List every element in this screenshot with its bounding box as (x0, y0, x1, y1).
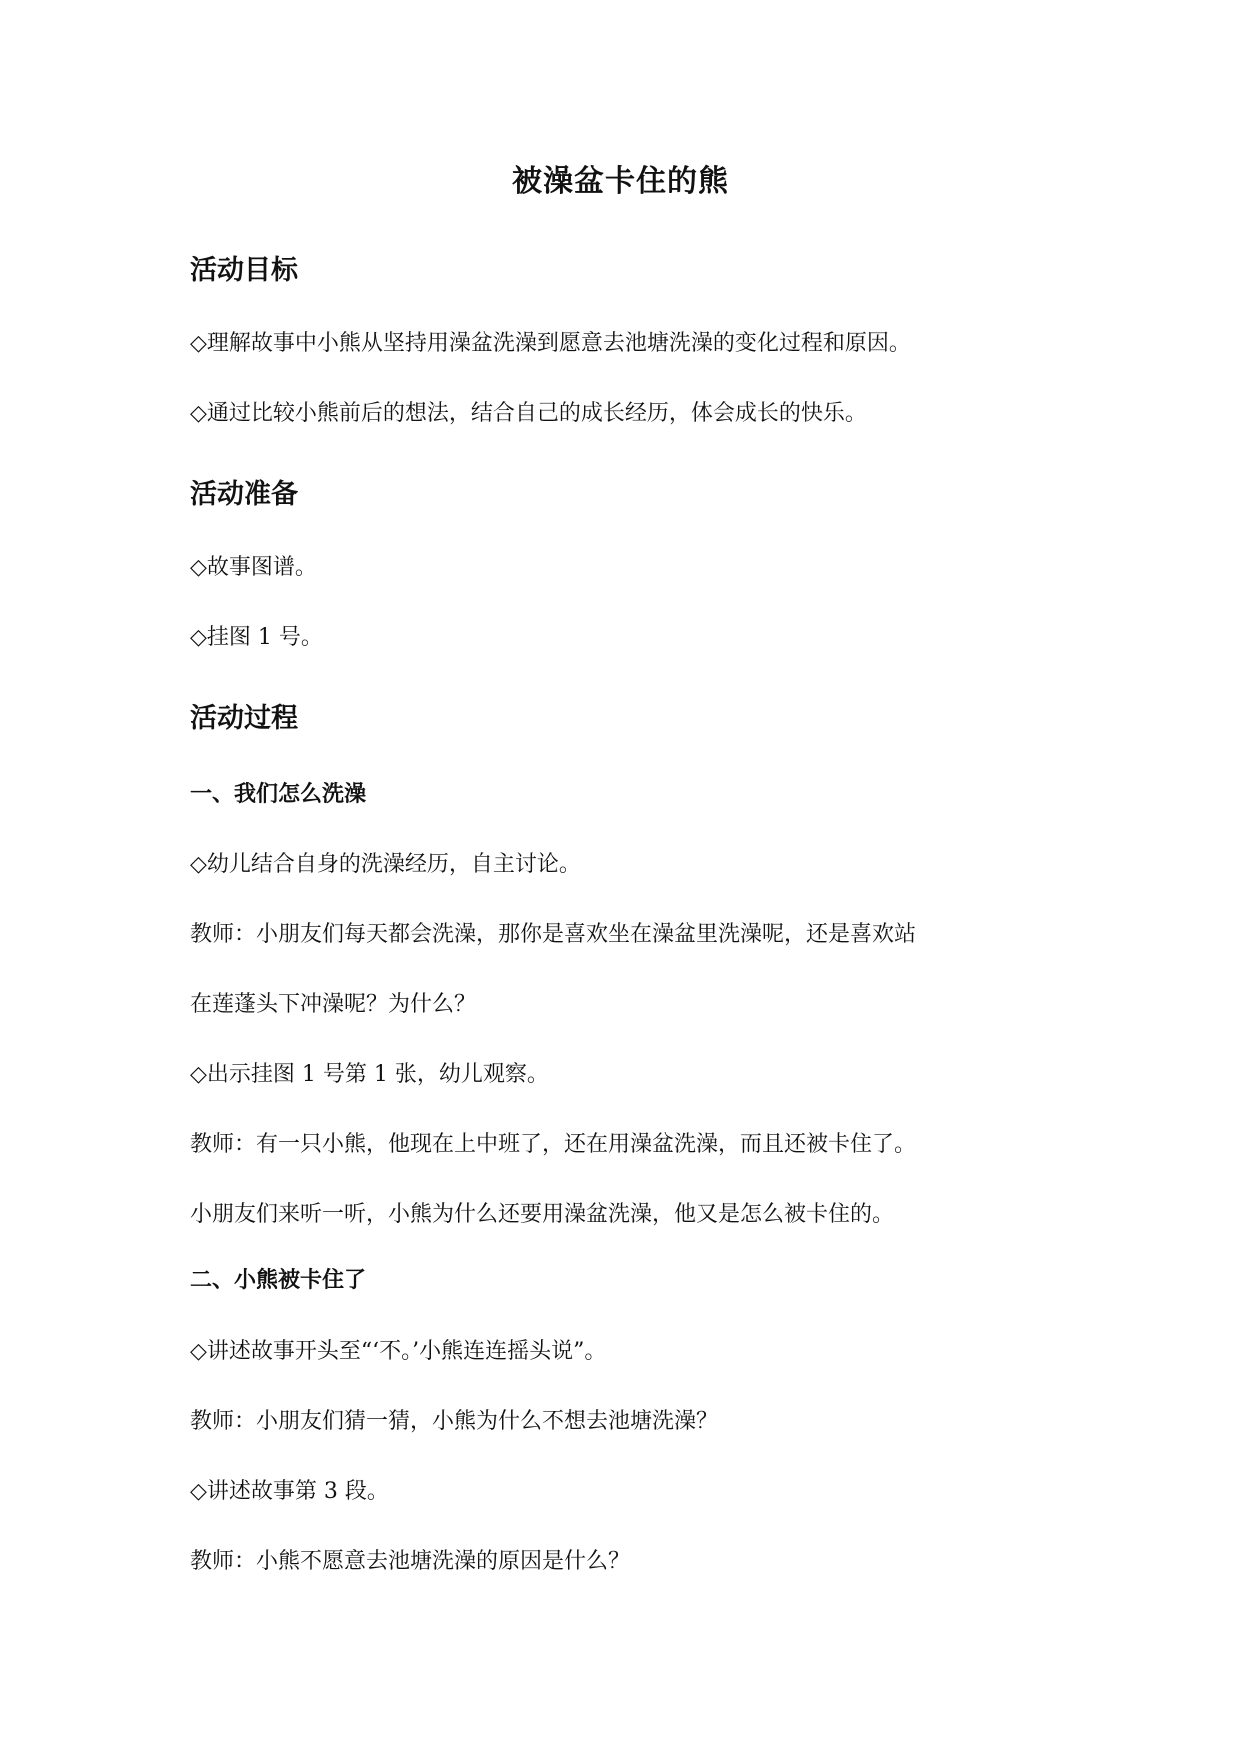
section-heading-process: 活动过程 (190, 703, 298, 734)
process-line: ◇出示挂图 1 号第 1 张，幼儿观察。 (190, 1062, 549, 1087)
section-heading-goals: 活动目标 (190, 255, 298, 286)
process-line: 教师：小朋友们猜一猜，小熊为什么不想去池塘洗澡？ (190, 1409, 719, 1434)
process-line: ◇讲述故事第 3 段。 (190, 1479, 389, 1504)
prep-item-1: ◇故事图谱。 (190, 555, 317, 580)
process-line: 教师：小朋友们每天都会洗澡，那你是喜欢坐在澡盆里洗澡呢，还是喜欢站 (190, 922, 917, 947)
document-title: 被澡盆卡住的熊 (512, 164, 729, 199)
process-line: ◇幼儿结合自身的洗澡经历，自主讨论。 (190, 852, 581, 877)
goal-item-2: ◇通过比较小熊前后的想法，结合自己的成长经历，体会成长的快乐。 (190, 401, 867, 426)
process-line: ◇讲述故事开头至“‘不。’小熊连连摇头说”。 (190, 1339, 607, 1364)
subsection-heading-part2: 二、小熊被卡住了 (190, 1267, 367, 1293)
section-heading-prep: 活动准备 (190, 479, 298, 510)
prep-item-2: ◇挂图 1 号。 (190, 625, 323, 650)
process-line: 在莲蓬头下冲澡呢？为什么？ (190, 992, 477, 1017)
process-line: 教师：小熊不愿意去池塘洗澡的原因是什么？ (190, 1549, 631, 1574)
process-line: 教师：有一只小熊，他现在上中班了，还在用澡盆洗澡，而且还被卡住了。 (190, 1132, 917, 1157)
goal-item-1: ◇理解故事中小熊从坚持用澡盆洗澡到愿意去池塘洗澡的变化过程和原因。 (190, 331, 911, 356)
process-line: 小朋友们来听一听，小熊为什么还要用澡盆洗澡，他又是怎么被卡住的。 (190, 1202, 895, 1227)
subsection-heading-part1: 一、我们怎么洗澡 (190, 781, 367, 807)
